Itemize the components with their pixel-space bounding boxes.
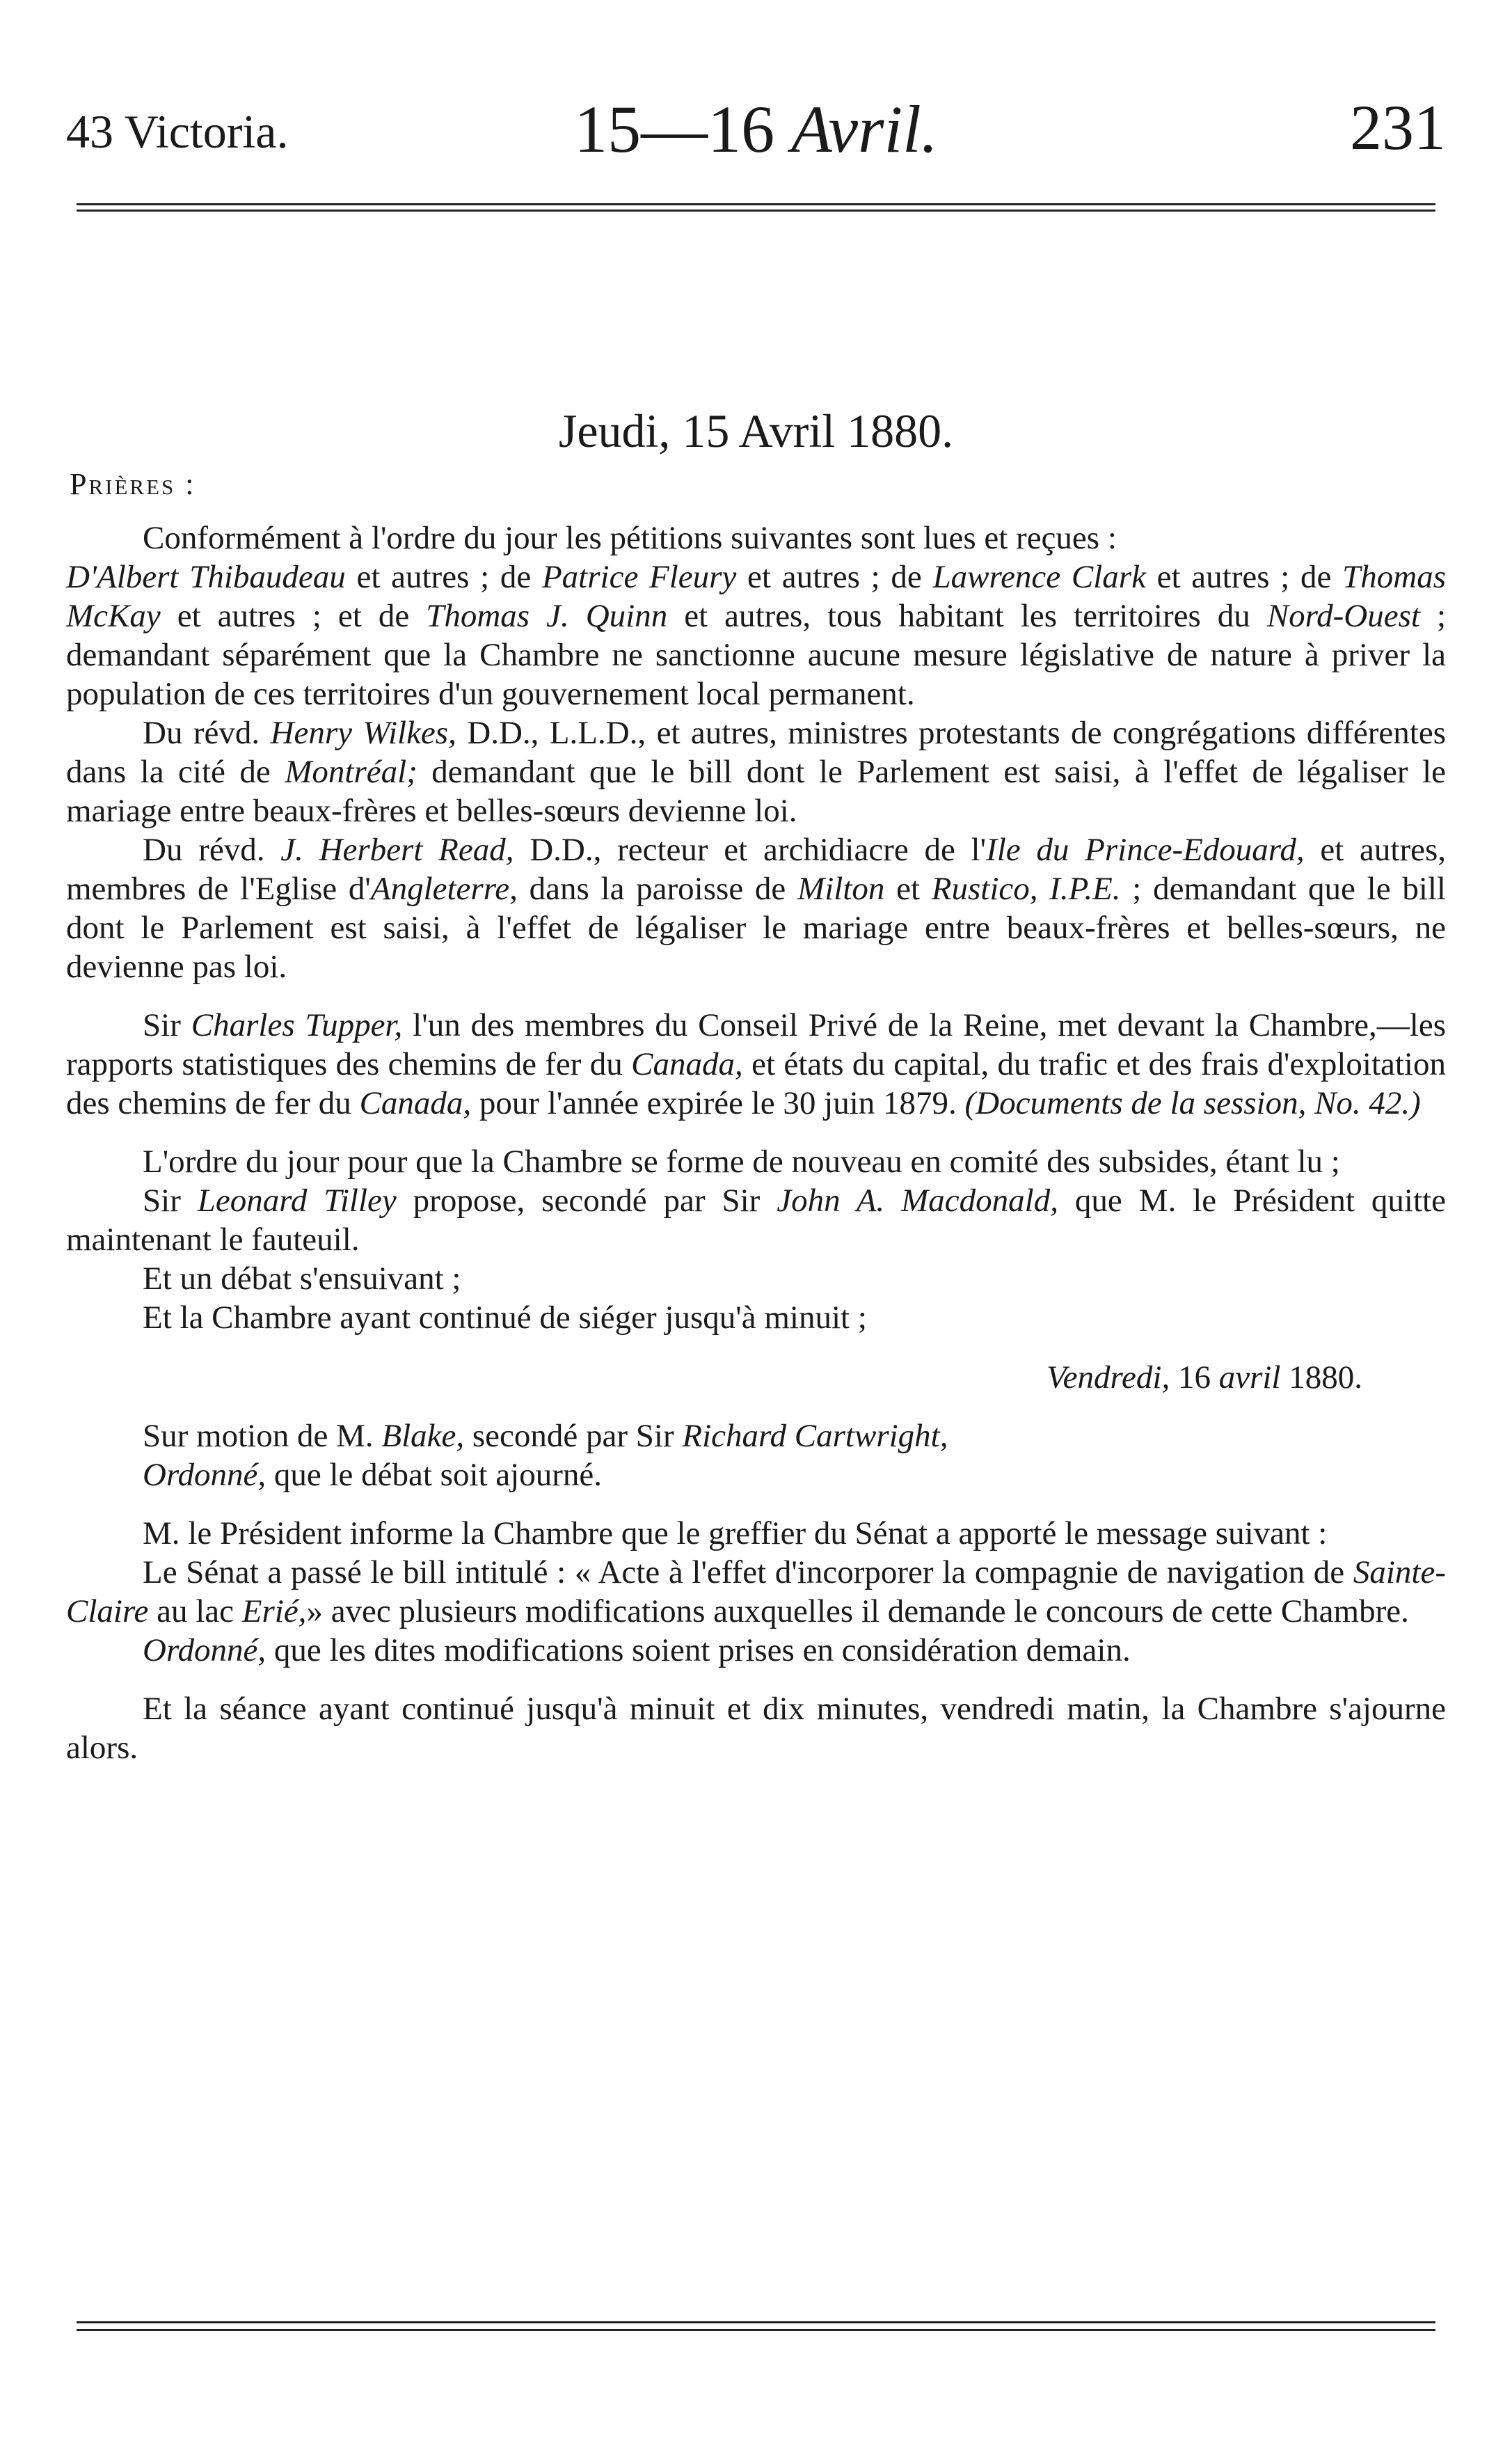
regnal-year: 43 Victoria. — [66, 105, 289, 158]
journal-body — [66, 519, 1446, 1767]
paragraph-adjournment: Et la séance ayant continué jusqu'à minuit et dix minutes, vendredi matin, la Chambre s'ajourne alors. — [66, 1691, 1446, 1766]
prieres-label: Prières : — [70, 467, 196, 501]
day-title: Jeudi, 15 Avril 1880. — [558, 404, 954, 457]
paragraph-senate-message: M. le Président informe la Chambre que le greffier du Sénat a apporté le message suivant : — [143, 1515, 1328, 1551]
paragraph-tilley-motion: Sir Leonard Tilley propose, secondé par Sir John A. Macdonald, que M. le Président quitte maintenant le fauteuil. — [66, 1183, 1446, 1258]
paragraph-blake-motion: Sur motion de M. Blake, secondé par Sir Richard Cartwright, — [143, 1418, 948, 1454]
page-number: 231 — [1350, 92, 1446, 163]
running-days: 15—16 — [574, 92, 775, 166]
date-line-friday: Vendredi, 16 avril 1880. — [1047, 1359, 1362, 1396]
paragraph-wilkes-petition: Du révd. Henry Wilkes, D.D., L.L.D., et autres, ministres protestants de congrégations différentes dans la cité de Montréal; demandant que le bill dont le Parlement est saisi, à l'effet de légaliser le mariage entre beaux-frères et belles-sœurs devienne loi. — [66, 715, 1446, 829]
footer-rule — [77, 2321, 1435, 2331]
page-header — [66, 90, 1446, 181]
paragraph-petitions: Conformément à l'ordre du jour les pétitions suivantes sont lues et reçues : D'Albert Thibaudeau et autres ; de Patrice Fleury et autres ; de Lawrence Clark et autres ; de Thomas McKay et autres ; et de Thomas J. Quinn et autres, tous habitant les territoires du Nord-Ouest ; demandant séparément que la Chambre ne sanctionne aucune mesure législative de nature à priver la population de ces territoires d'un gouvernement local permanent. — [66, 520, 1447, 712]
running-month: Avril. — [791, 92, 938, 166]
running-date — [66, 90, 1446, 168]
paragraph-modifications-ordered: Ordonné, que les dites modifications soient prises en considération demain. — [143, 1632, 1131, 1668]
paragraph-senate-bill: Le Sénat a passé le bill intitulé : « Acte à l'effet d'incorporer la compagnie de navigation de Sainte-Claire au lac Erié,» avec plusieurs modifications auxquelles il demande le concours de cette Chambre. — [66, 1554, 1446, 1629]
header-rule — [77, 203, 1435, 212]
paragraph-tupper-documents: Sir Charles Tupper, l'un des membres du Conseil Privé de la Reine, met devant la Chambre,—les rapports statistiques des chemins de fer du Canada, et états du capital, du trafic et des frais d'exploitation des chemins de fer du Canada, pour l'année expirée le 30 juin 1879. (Documents de la session, No. 42.) — [66, 1007, 1446, 1121]
paragraph-debate: Et un débat s'ensuivant ; — [143, 1261, 461, 1297]
paragraph-debate-adjourned: Ordonné, que le débat soit ajourné. — [143, 1457, 603, 1493]
paragraph-order-of-day: L'ordre du jour pour que la Chambre se forme de nouveau en comité des subsides, étant lu ; — [143, 1144, 1340, 1180]
paragraph-read-petition: Du révd. J. Herbert Read, D.D., recteur et archidiacre de l'Ile du Prince-Edouard, et autres, membres de l'Eglise d'Angleterre, dans la paroisse de Milton et Rustico, I.P.E. ; demandant que le bill dont le Parlement est saisi, à l'effet de légaliser le mariage entre beaux-frères et belles-sœurs, ne devienne pas loi. — [66, 832, 1447, 985]
paragraph-midnight: Et la Chambre ayant continué de siéger jusqu'à minuit ; — [143, 1300, 867, 1336]
